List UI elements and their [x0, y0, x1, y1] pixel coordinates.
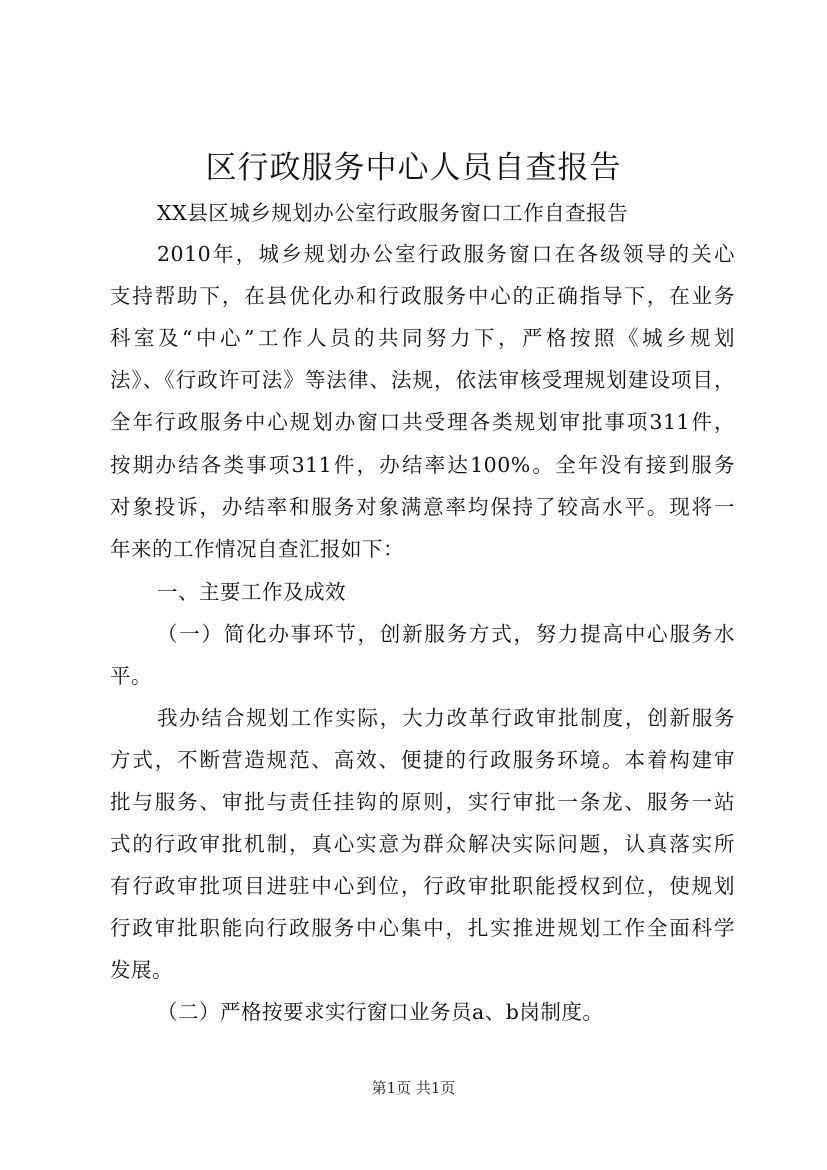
body-line: 2010年，城乡规划办公室行政服务窗口在各级领导的关心	[157, 242, 735, 266]
body-line: 科室及“中心”工作人员的共同努力下，严格按照《城乡规划	[110, 326, 735, 350]
subsection-heading: 平。	[110, 664, 152, 688]
body-line: 批与服务、审批与责任挂钩的原则，实行审批一条龙、服务一站	[110, 790, 735, 814]
body-line: 式的行政审批机制，真心实意为群众解决实际问题，认真落实所	[110, 832, 735, 856]
page-footer: 第1页 共1页	[371, 1079, 456, 1097]
body-line: 发展。	[110, 958, 173, 982]
body-line: 行政审批职能向行政服务中心集中，扎实推进规划工作全面科学	[110, 916, 735, 940]
subsection-heading: （二）严格按要求实行窗口业务员a、b岗制度。	[157, 1000, 604, 1024]
body-line: 对象投诉，办结率和服务对象满意率均保持了较高水平。现将一	[110, 495, 735, 519]
section-heading: 一、主要工作及成效	[157, 580, 346, 604]
body-line: 有行政审批项目进驻中心到位，行政审批职能授权到位，使规划	[110, 874, 735, 898]
body-line: 我办结合规划工作实际，大力改革行政审批制度，创新服务	[157, 706, 735, 730]
body-line: 法》、《行政许可法》等法律、法规，依法审核受理规划建设项目，	[110, 368, 735, 392]
body-line: 按期办结各类事项311件，办结率达100%。全年没有接到服务	[110, 453, 735, 477]
body-line: 支持帮助下，在县优化办和行政服务中心的正确指导下，在业务	[110, 284, 735, 308]
body-line: 方式，不断营造规范、高效、便捷的行政服务环境。本着构建审	[110, 748, 735, 772]
body-line: 全年行政服务中心规划办窗口共受理各类规划审批事项311件，	[110, 410, 735, 434]
document-title: 区行政服务中心人员自查报告	[205, 150, 622, 186]
body-line: 年来的工作情况自查汇报如下：	[110, 537, 404, 561]
subsection-heading: （一）简化办事环节，创新服务方式，努力提高中心服务水	[157, 622, 735, 646]
subtitle-line: XX县区城乡规划办公室行政服务窗口工作自查报告	[157, 201, 629, 225]
